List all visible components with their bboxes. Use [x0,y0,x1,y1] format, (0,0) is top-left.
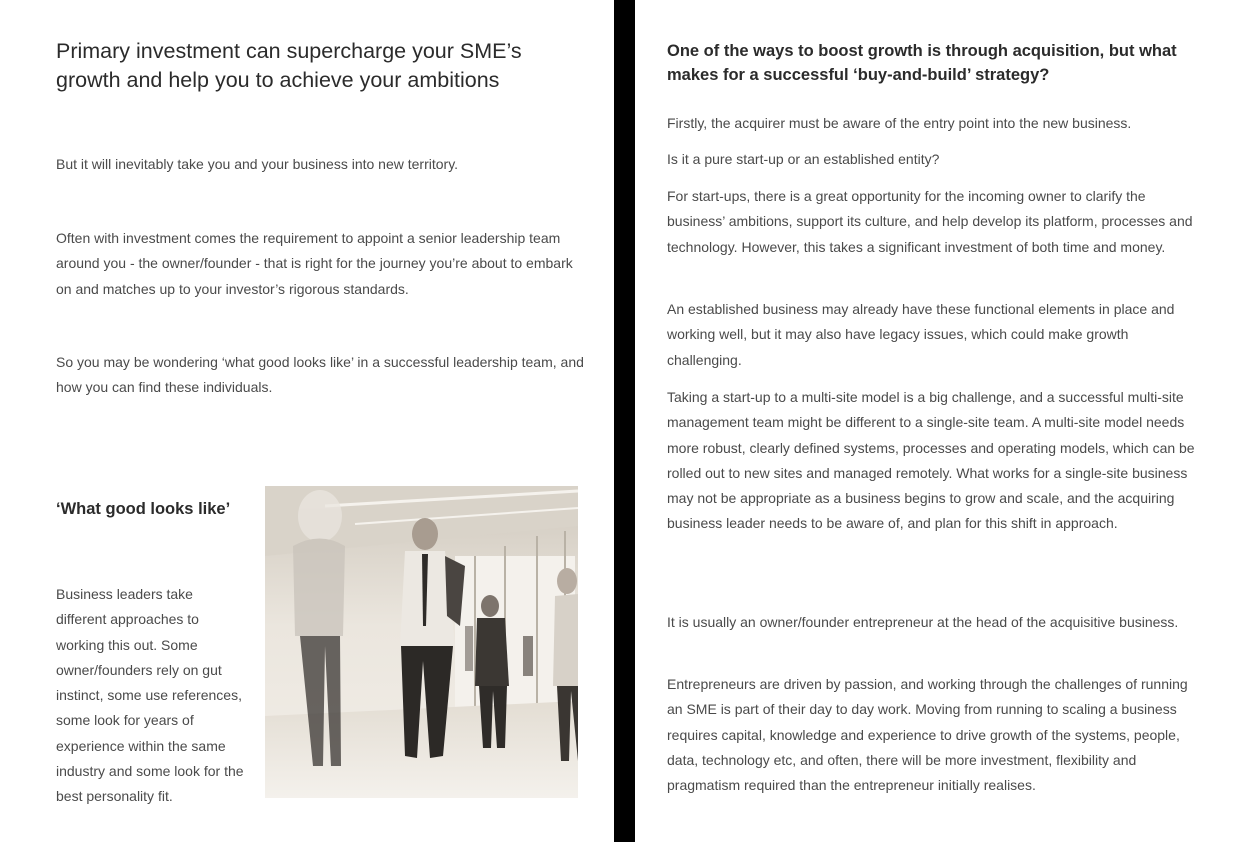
section-subheading: ‘What good looks like’ [56,500,231,518]
startups-paragraph: For start-ups, there is a great opportunity for the incoming owner to clarify the business’ ambitions, support its culture, and help develop its platform, processes and technology. However, this takes a significant investment of both time and money. [667,188,1193,255]
multi-site-paragraph: Taking a start-up to a multi-site model is a big challenge, and a successful multi-site management team might be different to a single-site team. A multi-site model needs more robust, clearly defined systems, processes and operating models, which can be rolled out to new sites and managed remotely. What works for a single-site business may not be appropriate as a business begins to grow and scale, and the acquiring business leader needs to be aware of, and plan for this shift in approach. [667,389,1195,532]
wondering-paragraph: So you may be wondering ‘what good looks like’ in a successful leadership team, and how you can find these individuals. [56,354,584,396]
owner-founder-paragraph: It is usually an owner/founder entrepreneur at the head of the acquisitive business. [667,614,1179,630]
left-page [0,0,614,842]
right-page [635,0,1248,842]
page-title: Primary investment can supercharge your SME’s growth and help you to achieve your ambitions [56,39,522,92]
right-page-title: One of the ways to boost growth is through acquisition, but what makes for a successful ‘buy-and-build’ strategy? [667,42,1177,84]
spine-gutter [614,0,635,842]
intro-paragraph: But it will inevitably take you and your business into new territory. [56,156,459,172]
business-people-walking-photo [265,486,578,798]
leadership-paragraph: Often with investment comes the requirement to appoint a senior leadership team around you - the owner/founder - that is right for the journey you’re about to embark on and matches up to your investor’s rigorous standards. [56,230,573,297]
startup-question-paragraph: Is it a pure start-up or an established entity? [667,151,940,167]
entrepreneurs-paragraph: Entrepreneurs are driven by passion, and working through the challenges of running an SME is part of their day to day work. Moving from running to scaling a business requires capital, knowledge and experience to drive growth of the systems, people, data, technology etc, and often, there will be more investment, flexibility and pragmatism required than the entrepreneur initially realises. [667,676,1188,794]
established-paragraph: An established business may already have these functional elements in place and working well, but it may also have legacy issues, which could make growth challenging. [667,301,1175,368]
entry-point-paragraph: Firstly, the acquirer must be aware of the entry point into the new business. [667,115,1132,131]
photo-illustration [265,486,578,798]
sidebar-paragraph: Business leaders take different approaches to working this out. Some owner/founders rely on gut instinct, some use references, some look for years of experience within the same industry and some look for the best personality fit. [56,586,244,805]
